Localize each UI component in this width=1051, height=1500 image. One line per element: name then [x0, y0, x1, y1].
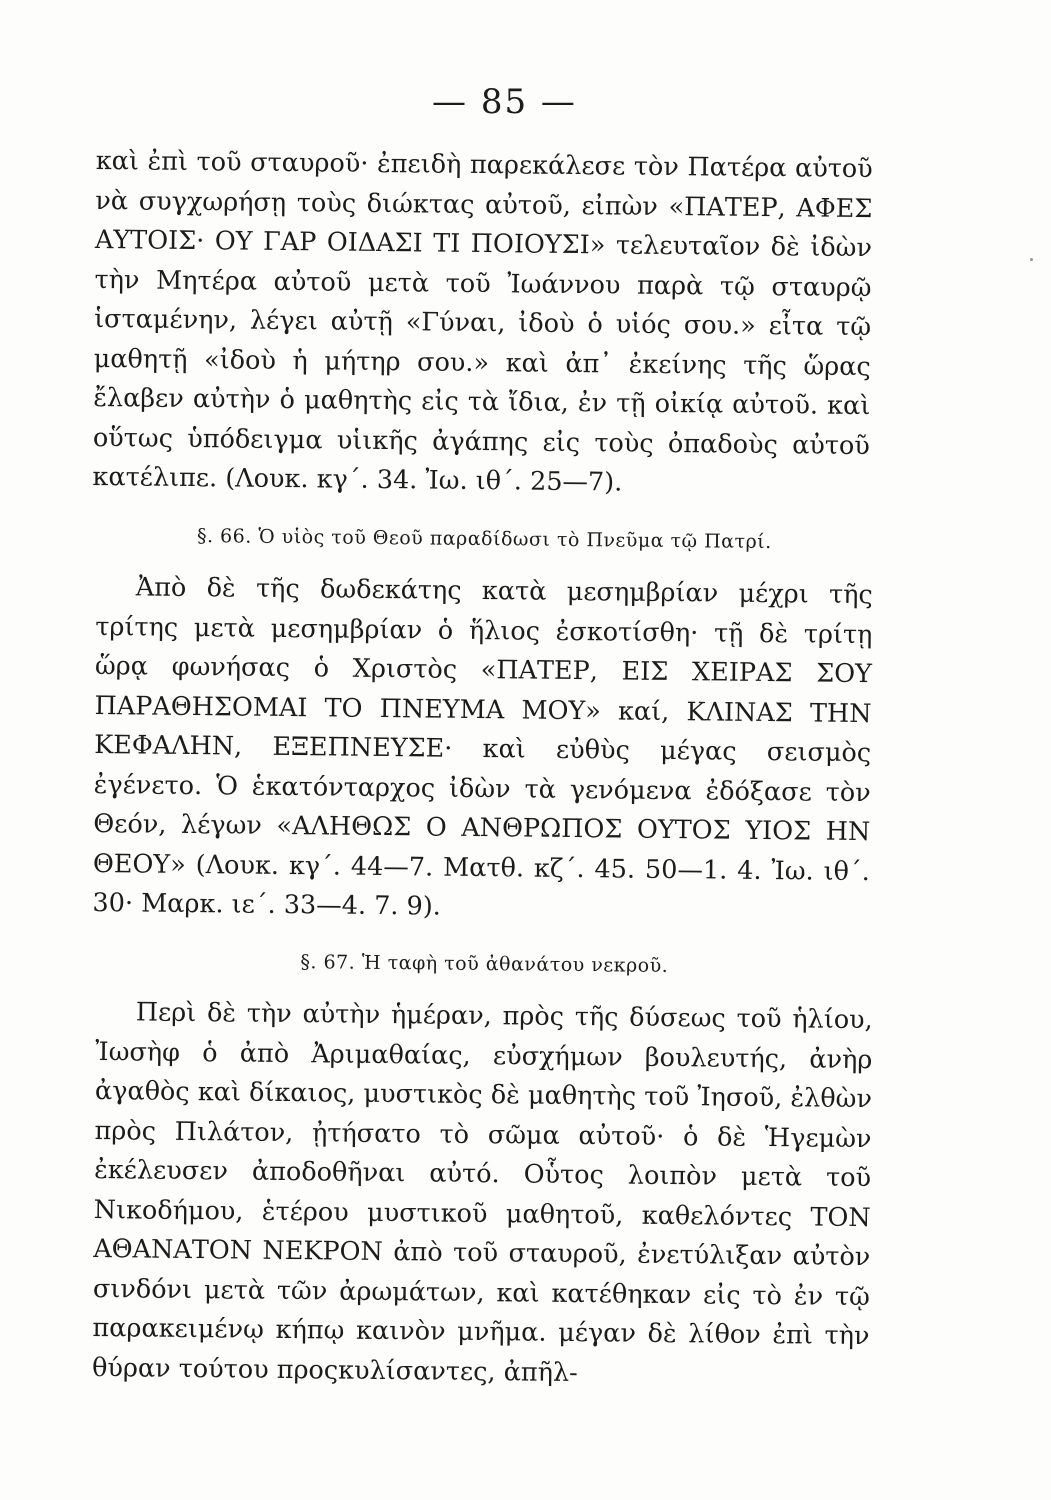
- page-number: — 85 —: [432, 82, 577, 122]
- section-heading-66: §. 66. Ὁ υἱὸς τοῦ Θεοῦ παραδίδωσι τὸ Πνεῦμα τῷ Πατρί.: [196, 524, 772, 553]
- section-heading-67: §. 67. Ἡ ταφὴ τοῦ ἀθανάτου νεκροῦ.: [300, 951, 669, 977]
- paragraph-death-of-christ: Ἀπὸ δὲ τῆς δωδεκάτης κατὰ μεσημβρίαν μέχρι τῆς τρίτης μετὰ μεσημβρίαν ὁ ἥλιος ἐσκοτίσθη· τῇ δὲ τρίτῃ ὥρᾳ φωνήσας ὁ Χριστὸς «ΠΑΤΕΡ, ΕΙΣ ΧΕΙΡΑΣ ΣΟΥ ΠΑΡΑΘΗΣΟΜΑΙ ΤΟ ΠΝΕΥΜΑ ΜΟΥ» καί, ΚΛΙΝΑΣ ΤΗΝ ΚΕΦΑΛΗΝ, ΕΞΕΠΝΕΥΣΕ· καὶ εὐθὺς μέγας σεισμὸς ἐγένετο. Ὁ ἑκατόνταρχος ἰδὼν τὰ γενόμενα ἐδόξασε τὸν Θεόν, λέγων «ΑΛΗΘΩΣ Ο ΑΝΘΡΩΠΟΣ ΟΥΤΟΣ ΥΙΟΣ ΗΝ ΘΕΟΥ» (Λουκ. κγ΄. 44—7. Ματθ. κζ΄. 45. 50—1. 4. Ἰω. ιθ΄. 30· Μαρκ. ιε΄. 33—4. 7. 9).: [92, 571, 873, 922]
- margin-speck: [1030, 258, 1033, 261]
- paragraph-crucifixion-words: καὶ ἐπὶ τοῦ σταυροῦ· ἐπειδὴ παρεκάλεσε τὸν Πατέρα αὐτοῦ νὰ συγχωρήσῃ τοὺς διώκτας αὐτοῦ, εἰπὼν «ΠΑΤΕΡ, ΑΦΕΣ ΑΥΤΟΙΣ· ΟΥ ΓΑΡ ΟΙΔΑΣΙ ΤΙ ΠΟΙΟΥΣΙ» τελευταῖον δὲ ἰδὼν τὴν Μητέρα αὐτοῦ μετὰ τοῦ Ἰωάννου παρὰ τῷ σταυρῷ ἱσταμένην, λέγει αὐτῇ «Γύναι, ἰδοὺ ὁ υἱός σου.» εἶτα τῷ μαθητῇ «ἰδοὺ ἡ μήτηρ σου.» καὶ ἀπ᾽ ἐκείνης τῆς ὥρας ἔλαβεν αὐτὴν ὁ μαθητὴς εἰς τὰ ἴδια, ἐν τῇ οἰκίᾳ αὐτοῦ. καὶ οὕτως ὑπόδειγμα υἱικῆς ἀγάπης εἰς τοὺς ὀπαδοὺς αὐτοῦ κατέλιπε. (Λουκ. κγ΄. 34. Ἰω. ιθ΄. 25—7).: [92, 145, 873, 498]
- paragraph-burial: Περὶ δὲ τὴν αὐτὴν ἡμέραν, πρὸς τῆς δύσεως τοῦ ἡλίου, Ἰωσὴφ ὁ ἀπὸ Ἀριμαθαίας, εὐσχήμων βουλευτής, ἀνὴρ ἀγαθὸς καὶ δίκαιος, μυστικὸς δὲ μαθητὴς τοῦ Ἰησοῦ, ἐλθὼν πρὸς Πιλάτον, ᾐτήσατο τὸ σῶμα αὐτοῦ· ὁ δὲ Ἡγεμὼν ἐκέλευσεν ἀποδοθῆναι αὐτό. Οὗτος λοιπὸν μετὰ τοῦ Νικοδήμου, ἑτέρου μυστικοῦ μαθητοῦ, καθελόντες ΤΟΝ ΑΘΑΝΑΤΟΝ ΝΕΚΡΟΝ ἀπὸ τοῦ σταυροῦ, ἐνετύλιξαν αὐτὸν σινδόνι μετὰ τῶν ἀρωμάτων, καὶ κατέθηκαν εἰς τὸ ἐν τῷ παρακειμένῳ κήπῳ καινὸν μνῆμα. μέγαν δὲ λίθον ἐπὶ τὴν θύραν τούτου προςκυλίσαντες, ἀπῆλ-: [91, 997, 873, 1388]
